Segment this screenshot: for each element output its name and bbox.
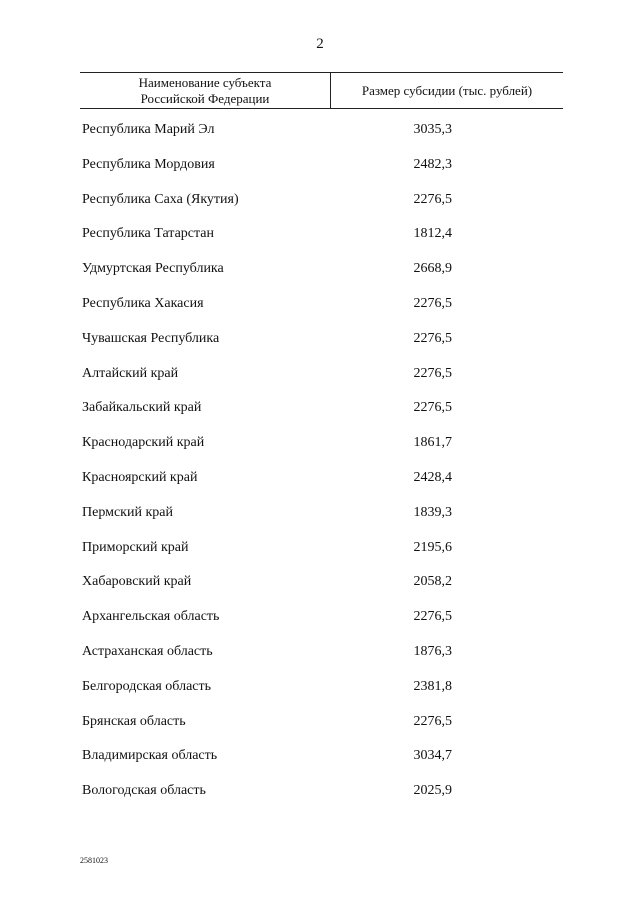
region-name: Приморский край [82,539,189,555]
region-name: Хабаровский край [82,574,192,590]
table-row [82,783,562,818]
region-name: Забайкальский край [82,400,202,416]
header-region-line1: Наименование субъекта [138,74,272,90]
region-name: Республика Марий Эл [82,122,215,137]
region-name: Красноярский край [82,469,198,485]
region-name: Архангельская область [82,609,220,625]
table-row [82,122,562,157]
table-row [82,748,562,783]
subsidy-value: 1876,3 [413,643,452,659]
subsidy-value: 2058,2 [413,574,452,590]
table-row [82,331,562,366]
table-header [80,72,563,109]
subsidy-value: 1839,3 [413,504,452,520]
table-row [82,505,562,540]
region-name: Белгородская область [82,678,212,694]
subsidy-value: 1812,4 [413,226,452,242]
region-name: Владимирская область [82,748,218,764]
subsidy-value: 2276,5 [413,295,452,311]
region-name: Чувашская Республика [82,330,220,346]
table-row [82,157,562,192]
table-row [82,435,562,470]
region-name: Брянская область [82,713,186,729]
header-region-name [80,73,331,108]
table-row [82,679,562,714]
table-row [82,609,562,644]
table-row [82,366,562,401]
table-body [82,122,562,818]
table-row [82,296,562,331]
subsidy-value: 2276,5 [413,191,452,207]
document-code: 2581023 [80,856,108,865]
subsidy-value: 2025,9 [413,783,452,799]
table-row [82,714,562,749]
header-region-line2: Российской Федерации [140,90,270,106]
table-row [82,226,562,261]
table-row [82,261,562,296]
subsidy-value: 2276,5 [413,400,452,416]
subsidy-value: 2276,5 [413,330,452,346]
table-row [82,192,562,227]
region-name: Алтайский край [82,365,179,381]
region-name: Республика Татарстан [82,226,215,242]
subsidy-value: 2276,5 [413,365,452,381]
table-row [82,644,562,679]
subsidy-value: 2428,4 [413,469,452,485]
subsidy-value: 2668,9 [413,261,452,277]
table-row [82,540,562,575]
subsidy-value: 3035,3 [413,122,452,137]
page-number: 2 [316,36,324,52]
subsidy-value: 1861,7 [413,435,452,451]
region-name: Удмуртская Республика [82,261,224,277]
table-row [82,400,562,435]
region-name: Вологодская область [82,783,206,799]
table-row [82,574,562,609]
region-name: Республика Хакасия [82,295,204,311]
region-name: Республика Мордовия [82,156,215,172]
subsidy-value: 2482,3 [413,156,452,172]
subsidy-value: 3034,7 [413,748,452,764]
region-name: Астраханская область [82,643,213,659]
region-name: Республика Саха (Якутия) [82,191,239,207]
subsidy-value: 2276,5 [413,609,452,625]
subsidy-value: 2195,6 [413,539,452,555]
subsidy-value: 2276,5 [413,713,452,729]
region-name: Краснодарский край [82,435,205,451]
subsidy-value: 2381,8 [413,678,452,694]
region-name: Пермский край [82,504,173,520]
table-row [82,470,562,505]
header-subsidy-amount: Размер субсидии (тыс. рублей) [361,82,533,98]
